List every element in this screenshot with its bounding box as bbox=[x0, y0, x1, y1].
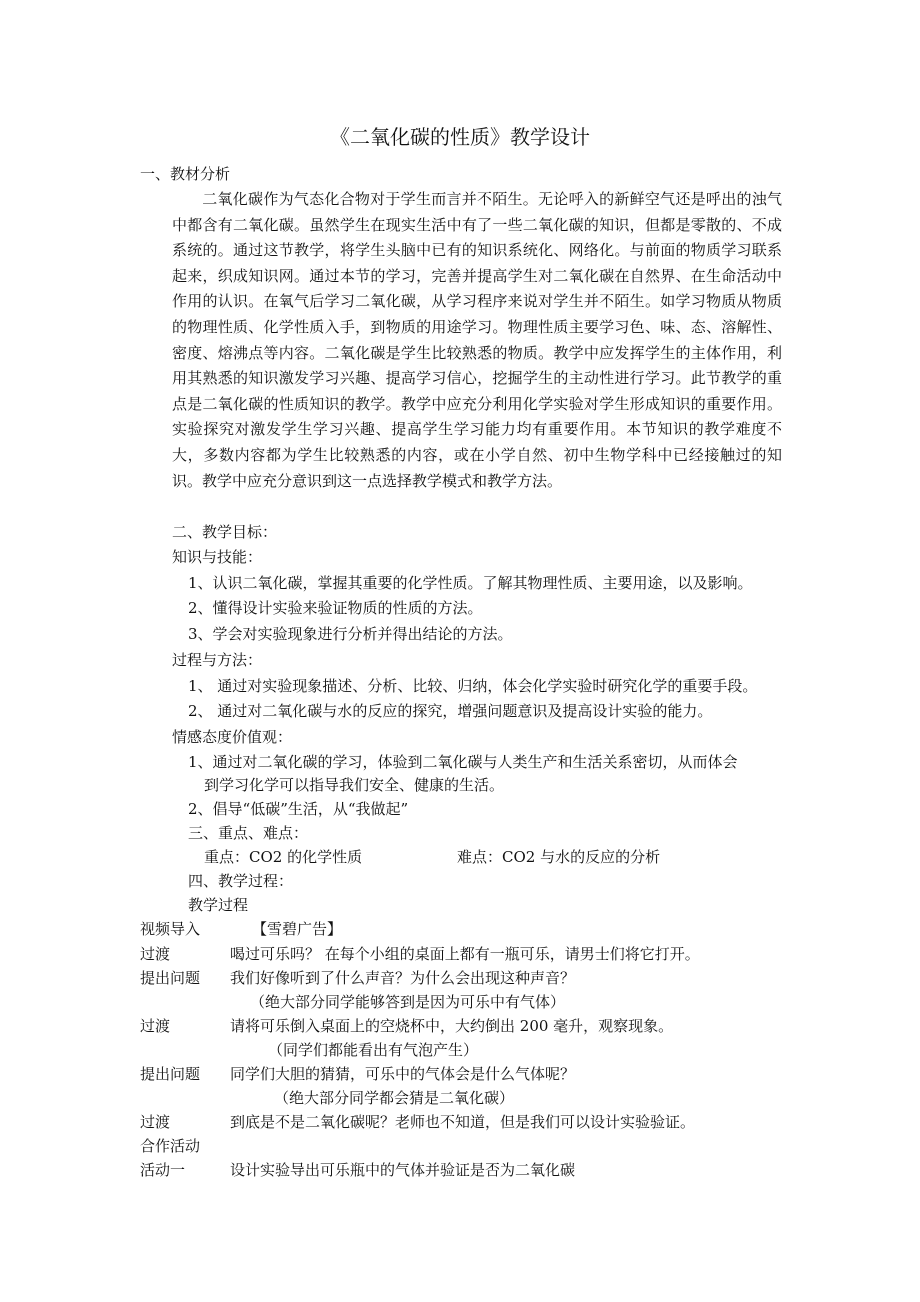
process-row-content: 到底是不是二氧化碳呢？老师也不知道，但是我们可以设计实验验证。 bbox=[230, 1113, 696, 1131]
process-row-content: 我们好像听到了什么声音？为什么会出现这种声音？ bbox=[230, 969, 576, 987]
process-row-label: 过渡 bbox=[140, 1017, 171, 1035]
process-row-label: 视频导入 bbox=[140, 920, 201, 938]
process-row-content: （绝大部分同学能够答到是因为可乐中有气体） bbox=[250, 993, 566, 1011]
section-heading-analysis: 一、教材分析 bbox=[140, 165, 231, 183]
process-row-label: 提出问题 bbox=[140, 1065, 201, 1083]
process-row-content: 同学们大胆的猜猜，可乐中的气体会是什么气体呢？ bbox=[230, 1065, 576, 1083]
section-heading-key-points: 三、重点、难点： bbox=[188, 824, 309, 842]
process-item: 2、 通过对二氧化碳与水的反应的探究，增强问题意识及提高设计实验的能力。 bbox=[188, 702, 713, 720]
process-row-content: （同学们都能看出有气泡产生） bbox=[268, 1041, 479, 1059]
knowledge-item: 1、认识二氧化碳，掌握其重要的化学性质。了解其物理性质、主要用途，以及影响。 bbox=[188, 574, 753, 592]
attitude-item-line: 到学习化学可以指导我们安全、健康的生活。 bbox=[204, 776, 505, 794]
process-item: 1、 通过对实验现象描述、分析、比较、归纳，体会化学实验时研究化学的重要手段。 bbox=[188, 677, 758, 695]
process-row-label: 过渡 bbox=[140, 945, 171, 963]
attitude-item: 2、倡导“低碳”生活，从“我做起” bbox=[188, 800, 409, 818]
process-row-label: 提出问题 bbox=[140, 969, 201, 987]
section-heading-teaching-process: 四、教学过程： bbox=[188, 872, 294, 890]
attitude-label: 情感态度价值观： bbox=[172, 728, 293, 746]
process-row-label: 过渡 bbox=[140, 1113, 171, 1131]
page-title: 《二氧化碳的性质》教学设计 bbox=[330, 125, 590, 149]
difficult-point: 难点：CO2 与水的反应的分析 bbox=[457, 848, 661, 866]
knowledge-item: 3、学会对实验现象进行分析并得出结论的方法。 bbox=[188, 625, 513, 643]
knowledge-label: 知识与技能： bbox=[172, 548, 263, 566]
process-row-content: 喝过可乐吗？ 在每个小组的桌面上都有一瓶可乐，请男士们将它打开。 bbox=[230, 945, 700, 963]
process-row-label: 合作活动 bbox=[140, 1137, 201, 1155]
process-row-content: 【雪碧广告】 bbox=[252, 920, 343, 938]
teaching-process-subheading: 教学过程 bbox=[188, 896, 249, 914]
attitude-item-line: 1、通过对二氧化碳的学习，体验到二氧化碳与人类生产和生活关系密切，从而体会 bbox=[188, 753, 738, 771]
process-row-content: 请将可乐倒入桌面上的空烧杯中，大约倒出 200 毫升，观察现象。 bbox=[230, 1017, 674, 1035]
process-row-content: （绝大部分同学都会猜是二氧化碳） bbox=[274, 1089, 515, 1107]
process-row-content: 设计实验导出可乐瓶中的气体并验证是否为二氧化碳 bbox=[230, 1161, 576, 1179]
section-heading-goals: 二、教学目标： bbox=[172, 523, 278, 541]
analysis-paragraph bbox=[172, 187, 782, 494]
process-row-label: 活动一 bbox=[140, 1161, 186, 1179]
process-label: 过程与方法： bbox=[172, 651, 263, 669]
knowledge-item: 2、懂得设计实验来验证物质的性质的方法。 bbox=[188, 599, 483, 617]
analysis-text: 二氧化碳作为气态化合物对于学生而言并不陌生。无论呼入的新鲜空气还是呼出的浊气中都含有二氧化碳。虽然学生在现实生活中有了一些二氧化碳的知识，但都是零散的、不成系统的。通过这节教学，将学生头脑中已有的知识系统化、网络化。与前面的物质学习联系起来，织成知识网。通过本节的学习，完善并提高学生对二氧化碳在自然界、在生命活动中作用的认识。在氧气后学习二氧化碳，从学习程序来说对学生并不陌生。如学习物质从物质的物理性质、化学性质入手，到物质的用途学习。物理性质主要学习色、味、态、溶解性、密度、熔沸点等内容。二氧化碳是学生比较熟悉的物质。教学中应发挥学生的主体作用，利用其熟悉的知识激发学习兴趣、提高学习信心，挖掘学生的主动性进行学习。此节教学的重点是二氧化碳的性质知识的教学。教学中应充分利用化学实验对学生形成知识的重要作用。实验探究对激发学生学习兴趣、提高学生学习能力均有重要作用。本节知识的教学难度不大，多数内容都为学生比较熟悉的内容，或在小学自然、初中生物学科中已经接触过的知识。教学中应充分意识到这一点选择教学模式和教学方法。 bbox=[172, 190, 782, 490]
key-point: 重点：CO2 的化学性质 bbox=[204, 848, 363, 866]
